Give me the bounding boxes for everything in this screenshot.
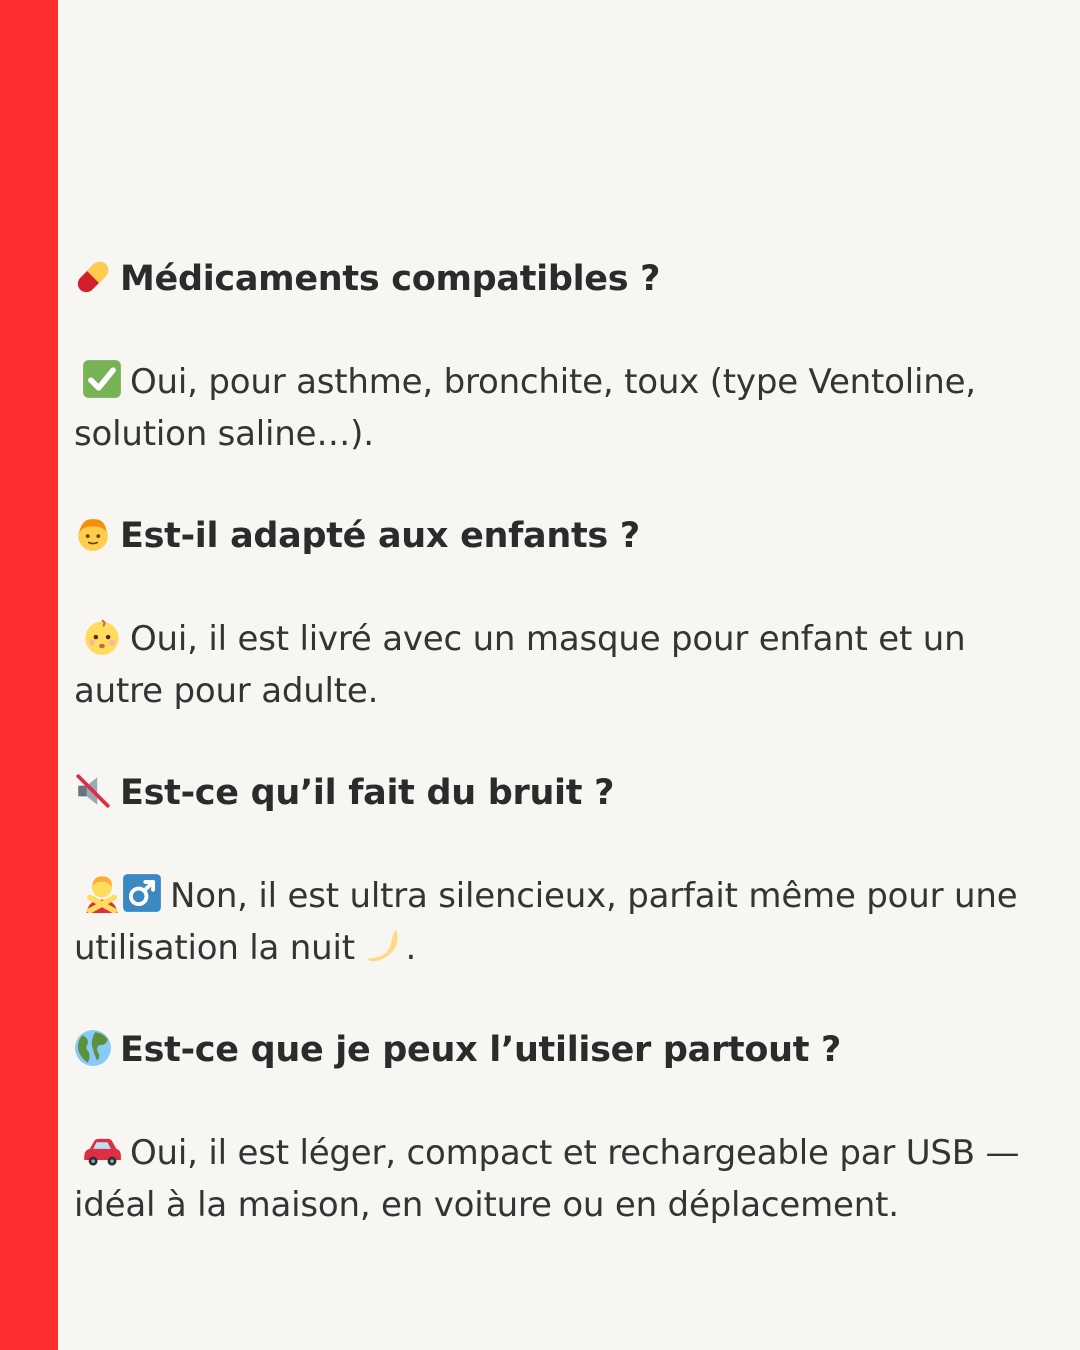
baby-face-icon	[82, 616, 122, 656]
male-sign-icon	[122, 873, 162, 913]
faq-answer-medications	[74, 356, 1049, 460]
faq-question-portability	[74, 1028, 1034, 1072]
globe-icon	[74, 1029, 112, 1067]
faq-question-noise	[74, 771, 1034, 815]
faq-answer-portability	[74, 1127, 1049, 1231]
faq-answer-text: Oui, pour asthme, bronchite, toux (type Ventoline, solution saline…).	[74, 362, 976, 454]
check-mark-icon	[82, 359, 122, 399]
faq-answer-text: Oui, il est livré avec un masque pour enfant et un autre pour adulte.	[74, 619, 966, 711]
faq-answer-text: Oui, il est léger, compact et rechargeable par USB — idéal à la maison, en voiture ou en déplacement.	[74, 1133, 1020, 1225]
person-gesturing-no-icon	[82, 873, 122, 913]
faq-question-medications	[74, 257, 1034, 301]
car-icon	[82, 1130, 122, 1170]
muted-speaker-icon	[74, 772, 112, 810]
faq-question-text: Médicaments compatibles ?	[120, 259, 661, 299]
child-face-icon	[74, 515, 112, 553]
faq-question-text: Est-ce qu’il fait du bruit ?	[120, 773, 615, 813]
faq-question-text: Est-il adapté aux enfants ?	[120, 516, 640, 556]
faq-question-text: Est-ce que je peux l’utiliser partout ?	[120, 1030, 842, 1070]
faq-question-children	[74, 514, 1034, 558]
faq-answer-noise	[74, 870, 1049, 974]
faq-answer-text: Non, il est ultra silencieux, parfait même pour une utilisation la nuit	[74, 876, 1018, 968]
faq-list	[74, 0, 1054, 1350]
faq-answer-suffix: .	[405, 928, 417, 968]
pill-icon	[74, 258, 112, 296]
faq-answer-children	[74, 613, 1049, 717]
red-accent-bar	[0, 0, 58, 1350]
crescent-moon-icon	[365, 925, 405, 965]
